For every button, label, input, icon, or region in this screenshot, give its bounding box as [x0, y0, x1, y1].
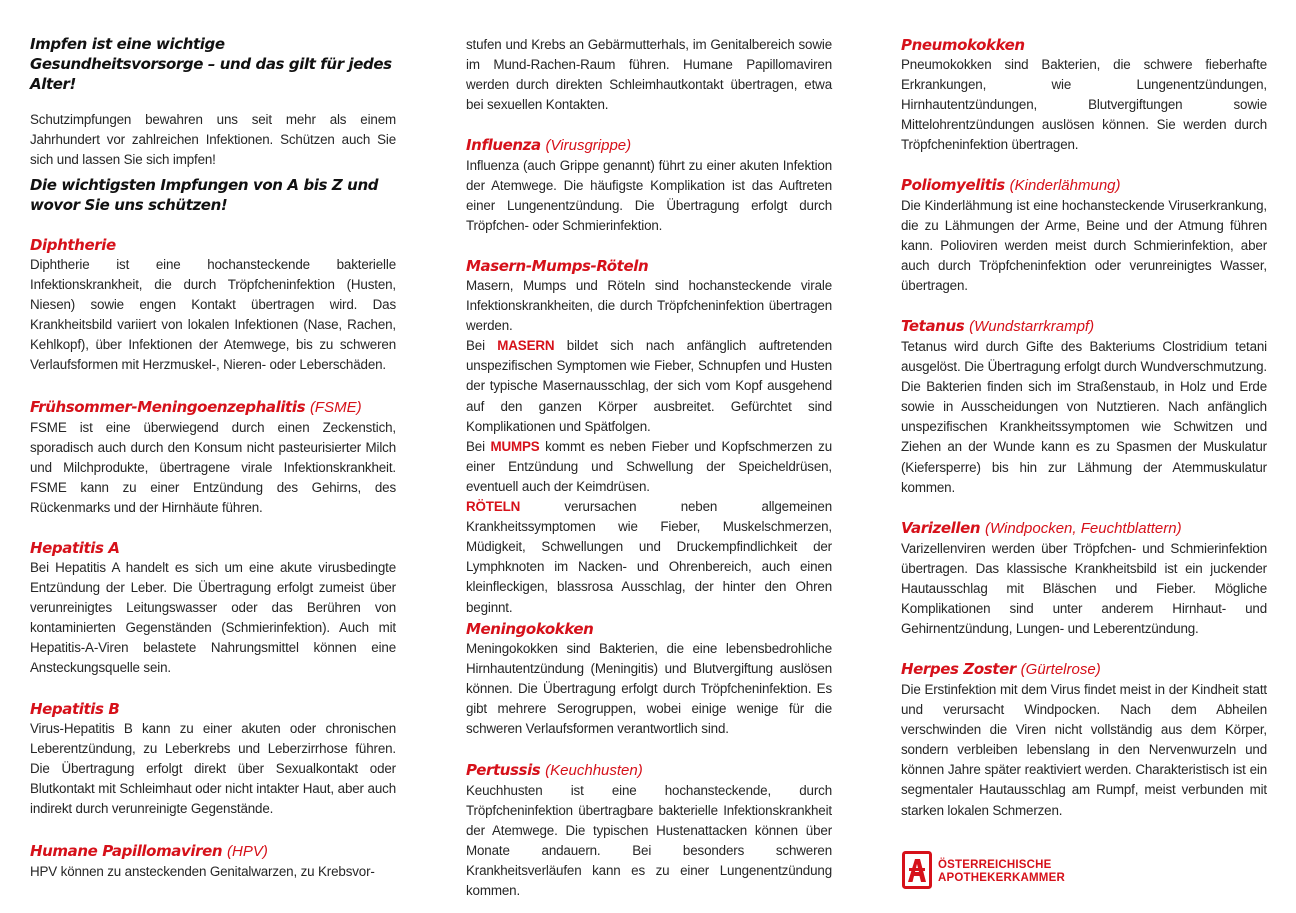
- section-title: Pneumokokken: [901, 36, 1025, 54]
- section-title-main: Tetanus: [901, 317, 965, 335]
- section-title: Hepatitis A: [30, 539, 120, 557]
- section-subtitle: (Virusgrippe): [545, 137, 632, 154]
- section-influenza: [466, 135, 832, 236]
- section-title-main: Frühsommer-Meningoenzephalitis: [30, 398, 306, 416]
- section-tetanus: [901, 316, 1267, 498]
- section-subtitle: (HPV): [227, 843, 268, 860]
- mumps-keyword: MUMPS: [490, 438, 540, 454]
- section-text: stufen und Krebs an Gebärmutterhals, im Genitalbereich sowie im Mund-Rachen-Raum führen. Humane Papillomaviren werden durch direkten Schleimhautkontakt übertragen, etwa bei sexuellen Kontakten.: [466, 37, 832, 113]
- section-title-main: Poliomyelitis: [901, 176, 1005, 194]
- roeteln-keyword: RÖTELN: [466, 499, 521, 515]
- mumps-text: kommt es neben Fieber und Kopfschmerzen zu einer Entzündung und Schwellung der Speicheldrüsen, eventuell auch der Keimdrüsen.: [466, 438, 832, 494]
- section-text: Diphtherie ist eine hochansteckende bakterielle Infektionskrankheit, die durch Tröpfcheninfektion (Husten, Niesen) sowie engen Kontakt übertragen wird. Das Krankheitsbild variiert von lokalen Infektionen (Nase, Rachen, Kehlkopf), über Infektionen der Atemwege, bis zu schweren Verlaufsformen mit Herzmuskel-, Nieren- oder Leberschäden.: [30, 257, 396, 373]
- section-varizellen: [901, 518, 1267, 639]
- mumps-paragraph: [466, 437, 832, 497]
- section-title: [901, 659, 1267, 680]
- masern-prefix: Bei: [466, 338, 498, 354]
- section-pertussis: [466, 760, 832, 902]
- section-title: [901, 316, 1267, 337]
- section-fsme: [30, 397, 396, 518]
- masern-paragraph: [466, 336, 832, 436]
- section-title: [466, 135, 832, 156]
- section-text: Virus-Hepatitis B kann zu einer akuten oder chronischen Leberentzündung, zu Leberkrebs und Leberzirrhose führen. Die Übertragung erfolgt direkt über Sexualkontakt oder Blutkontakt mit Schleimhaut oder nicht intakter Haut, aber auch indirekt durch verunreinigte Gegenstände.: [30, 721, 396, 817]
- section-diphtherie: [30, 235, 396, 376]
- section-hepatitis-b: [30, 699, 396, 819]
- section-title: Meningokokken: [466, 620, 594, 638]
- mumps-prefix: Bei: [466, 438, 491, 454]
- roeteln-paragraph: [466, 497, 832, 618]
- section-subtitle: (Gürtelrose): [1020, 661, 1101, 678]
- section-herpes-zoster: [901, 659, 1267, 821]
- section-title-main: Humane Papillomaviren: [30, 842, 223, 860]
- logo-line-1: ÖSTERREICHISCHE: [938, 859, 1052, 871]
- section-title: [901, 175, 1267, 196]
- section-title: Masern-Mumps-Röteln: [466, 257, 649, 275]
- section-text: Keuchhusten ist eine hochansteckende, durch Tröpfcheninfektion übertragbare bakterielle Infektionskrankheit der Atemwege. Die typischen Hustenattacken können über Monate andauern. Bei besonders schweren Krankheitsverläufen kann es zu einer Lungenentzündung kommen.: [466, 783, 832, 899]
- logo-line-2: APOTHEKERKAMMER: [938, 871, 1065, 884]
- section-title: [901, 518, 1267, 539]
- section-title-main: Herpes Zoster: [901, 660, 1016, 678]
- section-subtitle: (FSME): [309, 399, 362, 416]
- section-title: [466, 760, 832, 781]
- section-meningokokken: [466, 619, 832, 739]
- section-hpv: [30, 841, 396, 882]
- section-title: Hepatitis B: [30, 700, 120, 718]
- section-text: Masern, Mumps und Röteln sind hochansteckende virale Infektionskrankheiten, die durch Tröpfcheninfektion übertragen werden.: [466, 278, 832, 334]
- section-text: HPV können zu ansteckenden Genitalwarzen, zu Krebsvor-: [30, 864, 375, 879]
- section-subtitle: (Windpocken, Feuchtblattern): [984, 520, 1182, 537]
- section-subtitle: (Wundstarrkrampf): [969, 318, 1095, 335]
- section-mmr: [466, 256, 832, 618]
- section-text: Influenza (auch Grippe genannt) führt zu einer akuten Infektion der Atemwege. Die häufigste Komplikation ist das Auftreten einer Lungenentzündung. Die Übertragung erfolgt durch Tröpfchen- oder Schmierinfektion.: [466, 158, 832, 234]
- section-text: Bei Hepatitis A handelt es sich um eine akute virusbedingte Entzündung der Leber. Die Übertragung erfolgt zumeist über verunreinigtes Leitungswasser oder das Berühren von kontaminierten Gegenständen (Schmierinfektion). Auch mit Hepatitis-A-Viren belastete Nahrungsmittel können eine Ansteckungsquelle sein.: [30, 560, 396, 676]
- intro-text: Schutzimpfungen bewahren uns seit mehr als einem Jahrhundert vor zahlreichen Infektionen. Schützen auch Sie sich und lassen Sie sich impfen!: [30, 112, 396, 168]
- section-title: Diphtherie: [30, 236, 116, 254]
- section-title: [30, 397, 396, 418]
- section-title-main: Pertussis: [466, 761, 541, 779]
- roeteln-text: verursachen neben allgemeinen Krankheitssymptomen wie Fieber, Muskelschmerzen, Müdigkeit, Schwellungen und Druckempfindlichkeit der Lymphknoten im Nacken- und Ohrenbereich, auch einen kleinfleckigen, blassrosa Ausschlag, der hinter den Ohren beginnt.: [466, 499, 832, 615]
- section-title-main: Influenza: [466, 136, 541, 154]
- section-text: Die Kinderlähmung ist eine hochansteckende Viruserkrankung, die zu Lähmungen der Arme, Beine und der Atmung führen kann. Polioviren werden meist durch Schmierinfektion, aber auch durch Tröpfcheninfektion oder verunreinigtes Wasser, übertragen.: [901, 198, 1267, 294]
- section-subtitle: (Keuchhusten): [545, 762, 643, 779]
- section-title: [30, 841, 396, 862]
- section-text: FSME ist eine überwiegend durch einen Zeckenstich, sporadisch auch durch den Konsum nicht pasteurisierter Milch und Milchprodukte, übertragene virale Infektionskrankheit. FSME kann zu einer Entzündung des Gehirns, des Rückenmarks und der Hirnhäute führen.: [30, 420, 396, 516]
- intro-section: [30, 34, 396, 170]
- masern-keyword: MASERN: [497, 338, 555, 354]
- section-text: Varizellenviren werden über Tröpfchen- und Schmierinfektion übertragen. Das klassische Krankheitsbild ist ein juckender Hautausschlag mit Bläschen und Fieber. Mögliche Komplikationen sind unter anderem Hirnhaut- und Gehirnentzündung, Lungen- und Leberentzündung.: [901, 541, 1267, 637]
- apothekerkammer-logo: [902, 851, 1162, 891]
- section-title-main: Varizellen: [901, 519, 981, 537]
- section-text: Tetanus wird durch Gifte des Bakteriums Clostridium tetani ausgelöst. Die Übertragung erfolgt durch Wundverschmutzung. Die Bakterien finden sich im Straßenstaub, in Holz und Erde sowie in Ausscheidungen von Nutztieren. Nach anfänglich unspezifischen Krankheitssymptomen wie Schwitzen und Ziehen an der Wunde kann es zu Spasmen der Muskulatur (Kiefersperre) bis hin zur Lähmung der Atemmuskulatur kommen.: [901, 339, 1267, 495]
- section-text: Meningokokken sind Bakterien, die eine lebensbedrohliche Hirnhautentzündung (Meningitis) und Blutvergiftung auslösen können. Die Übertragung erfolgt durch Tröpfcheninfektion. Es gibt mehrere Serogruppen, wobei einige wenige für die schweren Verlaufsformen verantwortlich sind.: [466, 641, 832, 737]
- section-pneumokokken: [901, 35, 1267, 155]
- list-heading-text: Die wichtigsten Impfungen von A bis Z und wovor Sie uns schützen!: [30, 176, 379, 214]
- section-poliomyelitis: [901, 175, 1267, 296]
- apotheke-a-icon: [902, 851, 932, 889]
- intro-heading: Impfen ist eine wichtige Gesundheitsvorsorge – und das gilt für jedes Alter!: [30, 35, 392, 93]
- section-hepatitis-a: [30, 538, 396, 679]
- masern-text: bildet sich nach anfänglich auftretenden unspezifischen Symptomen wie Fieber, Schnupfen und Husten der typische Masernausschlag, der sich vom Kopf ausgehend auf den ganzen Körper ausbreitet. Gefürchtet sind Komplikationen und Spätfolgen.: [466, 338, 832, 434]
- section-text: Die Erstinfektion mit dem Virus findet meist in der Kindheit statt und verursacht Windpocken. Nach dem Abheilen verschwinden die Viren nicht vollständig aus dem Körper, sondern verbleiben lebenslang in den Nervenwurzeln und können Jahre später reaktiviert werden. Charakteristisch ist ein segmentaler Hautausschlag am Rumpf, meist verbunden mit starken lokalen Schmerzen.: [901, 682, 1267, 818]
- section-text: Pneumokokken sind Bakterien, die schwere fieberhafte Erkrankungen, wie Lungenentzündungen, Hirnhautentzündungen, Blutvergiftungen sowie Mittelohrentzündungen auslösen können. Sie werden durch Tröpfcheninfektion übertragen.: [901, 57, 1267, 153]
- list-heading: [30, 175, 396, 215]
- logo-text: [938, 859, 1065, 884]
- section-subtitle: (Kinderlähmung): [1009, 177, 1121, 194]
- section-hpv-continued: [466, 35, 832, 115]
